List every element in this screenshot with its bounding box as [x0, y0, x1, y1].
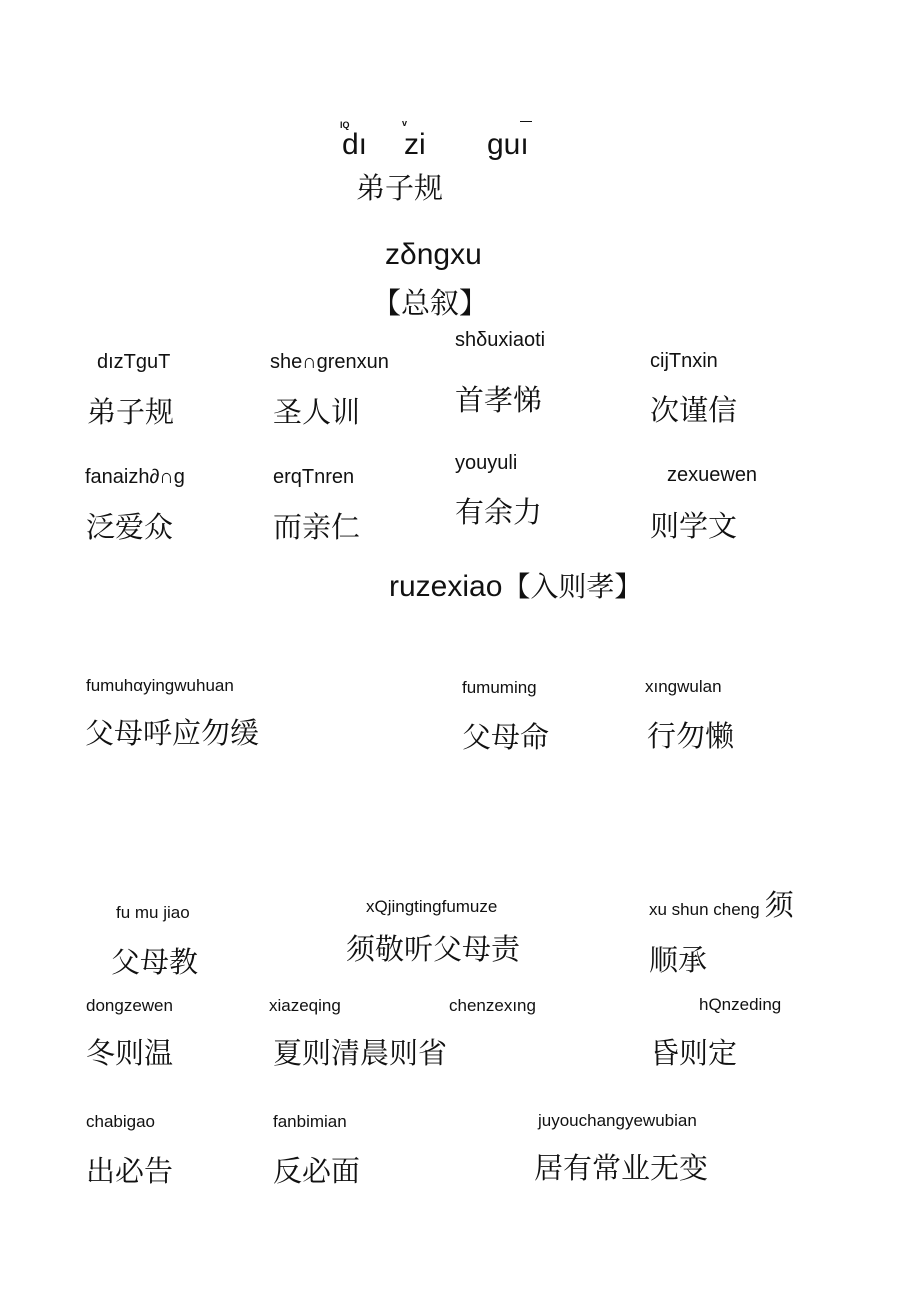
verse-hanzi: 父母教 — [111, 945, 199, 979]
verse-pinyin: hQnzeding — [699, 995, 782, 1014]
page-title: 弟子规 — [356, 171, 444, 205]
section-heading: 【总叙】 — [372, 286, 489, 320]
verse-pinyin: juyouchangyewubian — [538, 1111, 697, 1130]
title-pinyin-gui: guı — [487, 128, 529, 161]
verse-pinyin: zexuewen — [667, 464, 758, 486]
section-pinyin: ruzexiao — [389, 570, 503, 603]
verse-pinyin: chabigao — [86, 1112, 156, 1131]
verse-hanzi: 行勿懒 — [647, 719, 735, 753]
title-pinyin-di: dı — [342, 128, 368, 161]
verse-hanzi: 有余力 — [455, 495, 543, 529]
verse-pinyin: fumuhαyingwuhuan — [86, 676, 234, 695]
tone-macron — [520, 121, 532, 122]
verse-hanzi: 圣人训 — [273, 395, 361, 429]
verse-pinyin: xu shun cheng — [649, 900, 760, 919]
verse-pinyin: fanbimian — [273, 1112, 347, 1131]
verse-pinyin: dongzewen — [86, 996, 173, 1015]
verse-pinyin: xıngwulan — [645, 677, 722, 696]
verse-pinyin: fanaizh∂∩g — [85, 466, 185, 488]
verse-hanzi: 顺承 — [649, 943, 708, 977]
tone-mark: v — [402, 118, 408, 128]
verse-hanzi: 夏则清晨则省 — [273, 1036, 448, 1070]
verse-hanzi: 而亲仁 — [273, 510, 361, 544]
section-heading-line — [389, 572, 642, 602]
verse-pinyin: she∩grenxun — [270, 351, 389, 373]
verse-pinyin-line — [649, 888, 794, 922]
verse-pinyin: erqTnren — [273, 466, 355, 488]
verse-hanzi: 居有常业无变 — [534, 1151, 709, 1185]
verse-hanzi: 出必告 — [86, 1154, 174, 1188]
verse-pinyin: youyuli — [455, 452, 518, 474]
verse-hanzi: 泛爱众 — [86, 510, 174, 544]
verse-pinyin: cijTnxin — [650, 350, 718, 372]
verse-pinyin: fumuming — [462, 678, 537, 697]
verse-hanzi: 则学文 — [650, 509, 738, 543]
verse-hanzi: 次谨信 — [650, 393, 738, 427]
verse-hanzi: 首孝悌 — [455, 383, 543, 417]
verse-hanzi: 昏则定 — [650, 1036, 738, 1070]
verse-pinyin: xiazeqing — [269, 996, 341, 1015]
verse-hanzi: 父母呼应勿缓 — [85, 716, 260, 750]
verse-hanzi: 父母命 — [462, 720, 550, 754]
verse-pinyin: dızTguT — [97, 351, 171, 373]
section-heading: 【入则孝】 — [502, 570, 643, 603]
tone-mark: IQ — [340, 120, 350, 130]
verse-hanzi: 弟子规 — [87, 395, 175, 429]
verse-hanzi: 冬则温 — [86, 1036, 174, 1070]
verse-hanzi: 反必面 — [273, 1154, 361, 1188]
verse-pinyin: shδuxiaoti — [455, 329, 546, 351]
title-pinyin-zi: zi — [404, 128, 426, 161]
verse-pinyin: chenzexıng — [449, 996, 536, 1015]
section-pinyin: zδngxu — [385, 238, 482, 271]
verse-pinyin: fu mu jiao — [116, 903, 190, 922]
verse-inline-hanzi: 须 — [764, 888, 794, 922]
verse-hanzi: 须敬听父母责 — [346, 932, 521, 966]
verse-pinyin: xQjingtingfumuze — [366, 897, 498, 916]
